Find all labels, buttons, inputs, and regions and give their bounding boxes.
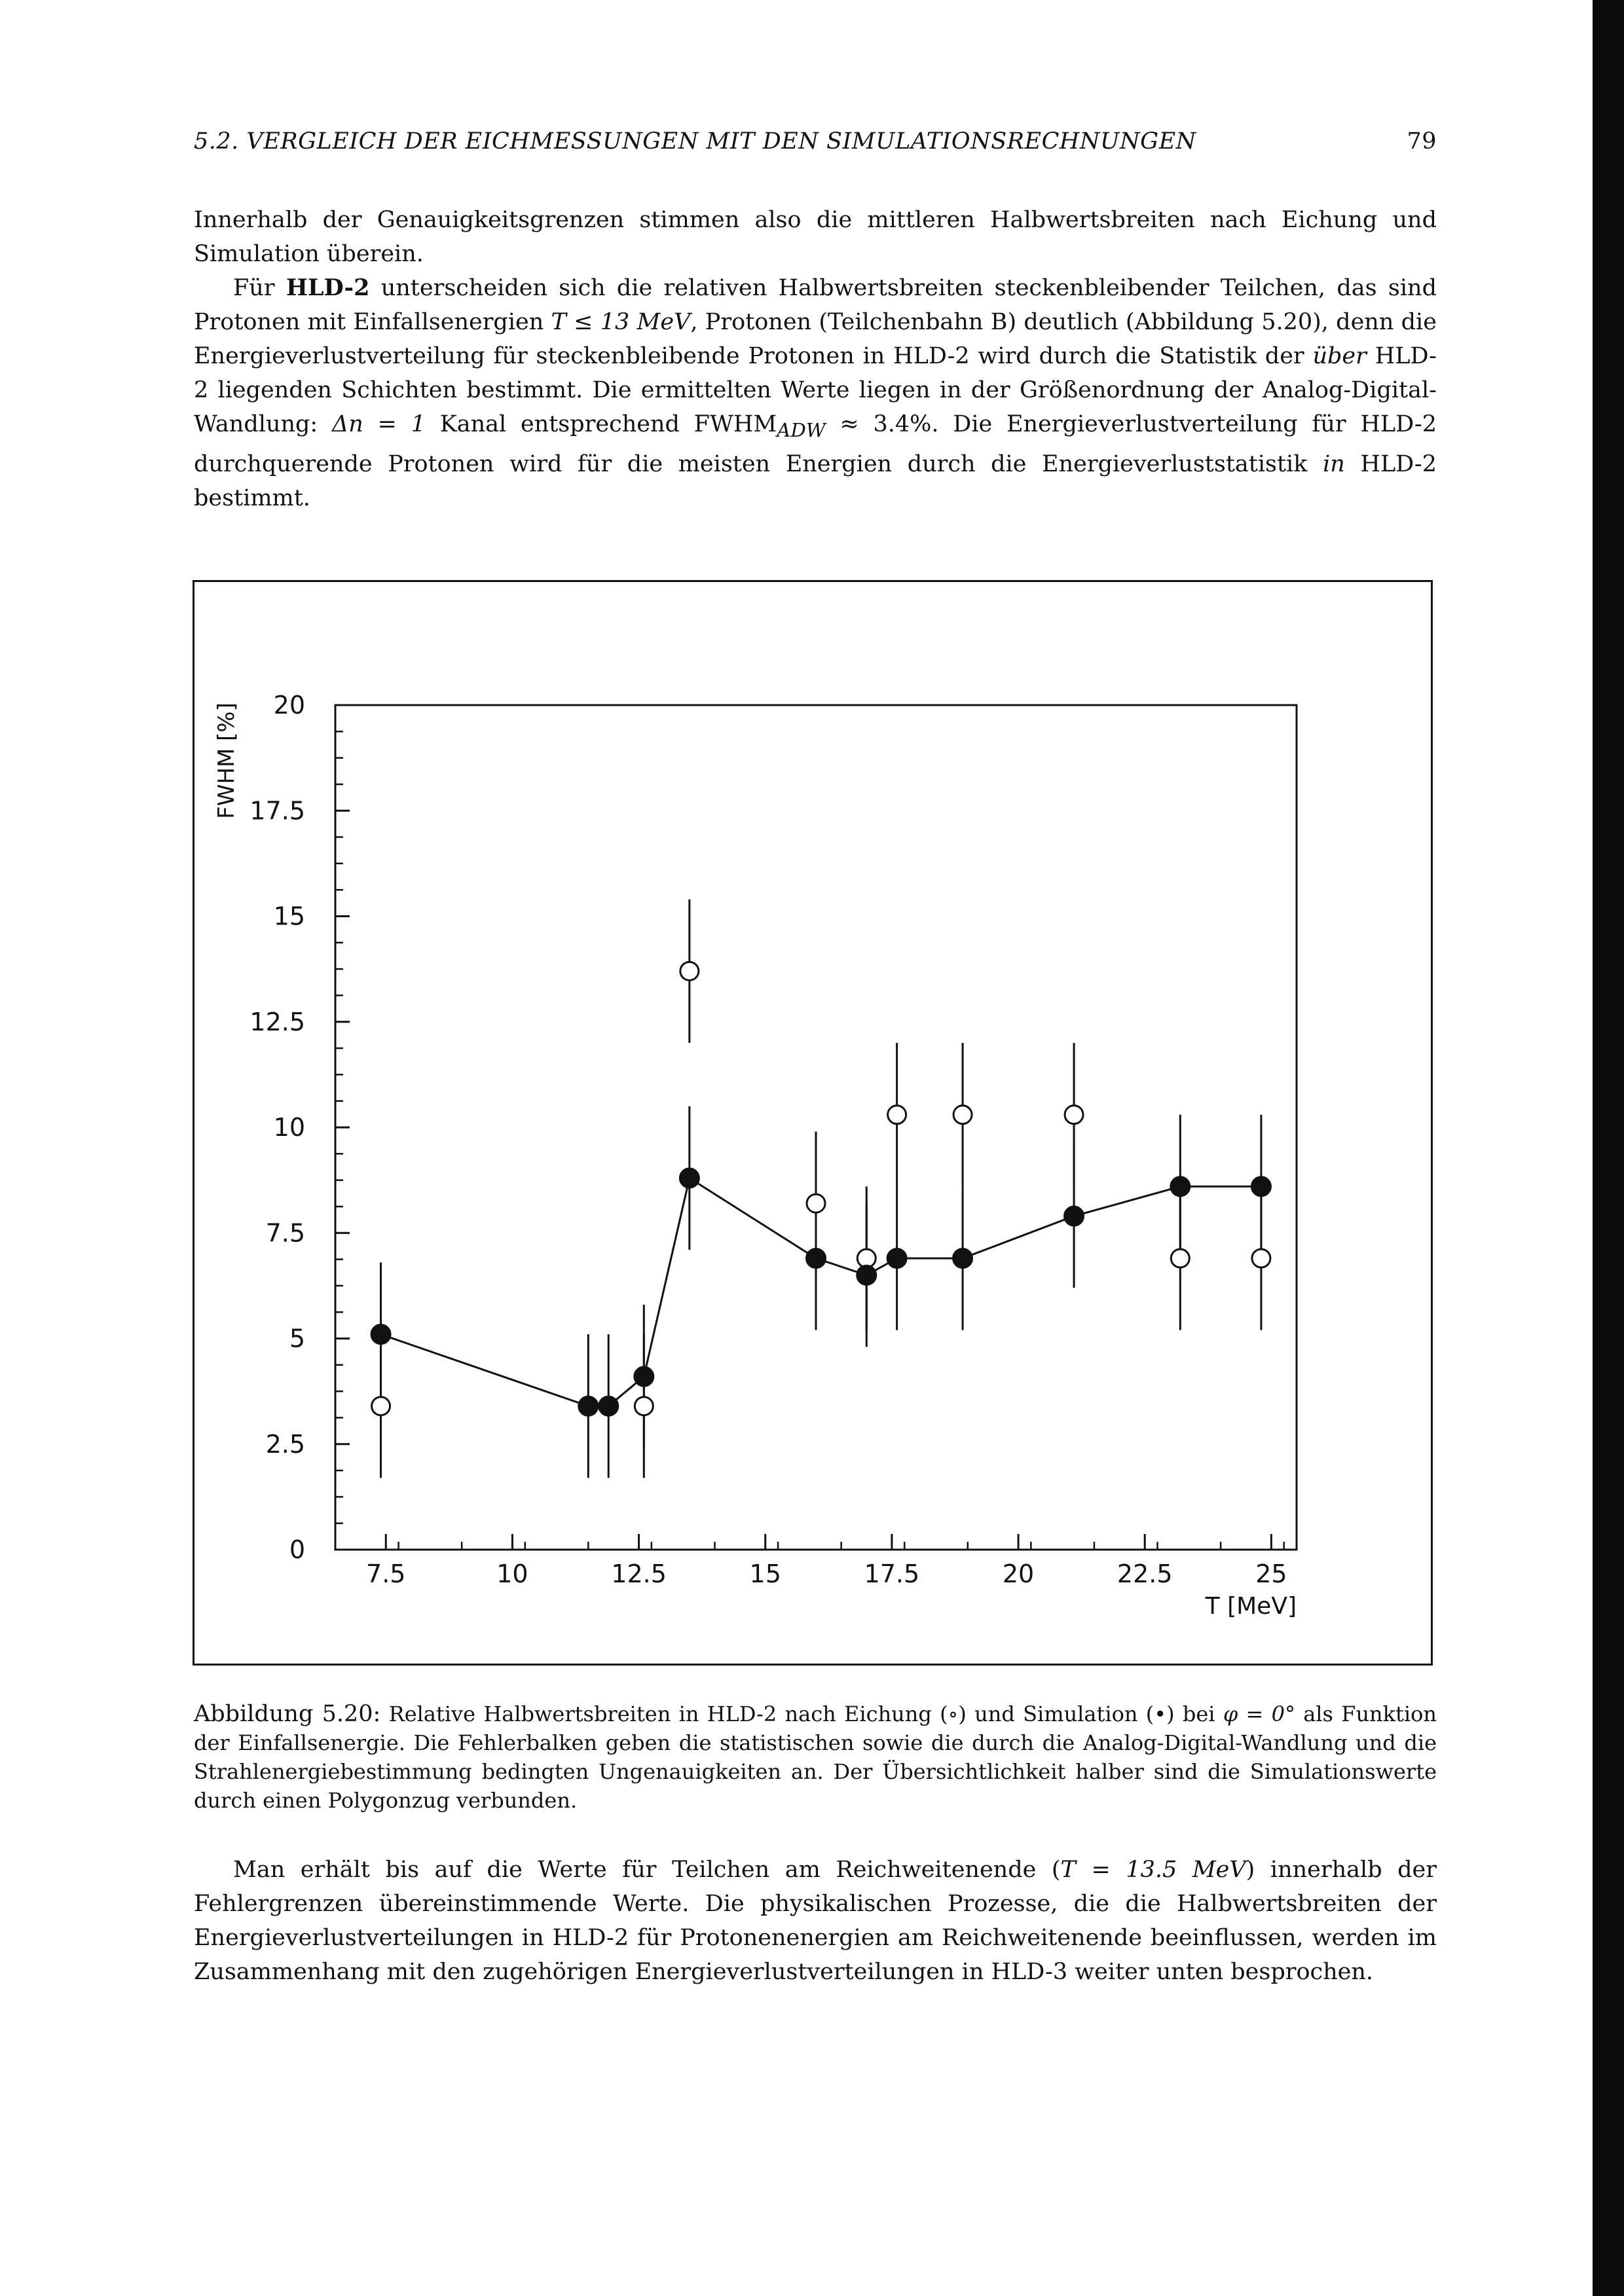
y-tick-label: 12.5 — [249, 1007, 305, 1036]
y-tick-label: 10 — [273, 1113, 305, 1142]
plot-frame — [335, 705, 1297, 1550]
y-tick-label: 0 — [289, 1535, 305, 1564]
calibration-point — [1065, 1106, 1083, 1124]
simulation-point — [578, 1396, 598, 1416]
fwhm-chart — [194, 582, 1431, 1664]
p2-text-g: HLD-2 liegenden Schichten bestimmt. Die ermittelten Werte liegen in der Größenordnung der Analog-Digital-Wandlung: — [194, 343, 1437, 437]
x-tick-label: 12.5 — [611, 1559, 667, 1588]
p3-text-c: ) innerhalb der Fehlergrenzen übereinstimmende Werte. Die physikalischen Prozesse, die die Halbwertsbreiten der Energieverlustverteilungen in HLD-2 für Protonenenergien am Reichweitenende beeinflussen, werden im Zusammenhang mit den zugehörigen Energieverlustverteilungen in HLD-3 weiter unten besprochen. — [194, 1857, 1437, 1985]
p3-text-a: Man erhält bis auf die Werte für Teilchen am Reichweitenende ( — [233, 1857, 1061, 1883]
x-tick-label: 10 — [496, 1559, 528, 1588]
y-tick-label: 2.5 — [265, 1429, 305, 1459]
p2-text-c: unterscheiden sich die relativen Halbwertsbreiten steckenbleibender Teilchen, das sind Protonen mit Einfallsenergien — [194, 275, 1437, 335]
p2-hld2-bold: HLD-2 — [286, 274, 370, 301]
x-tick-label: 7.5 — [366, 1559, 406, 1588]
x-tick-label: 20 — [1002, 1559, 1035, 1588]
p2-italic-ueber: über — [1312, 343, 1367, 369]
x-tick-label: 22.5 — [1116, 1559, 1173, 1588]
simulation-point — [371, 1324, 391, 1344]
caption-label: Abbildung 5.20: — [194, 1701, 381, 1727]
calibration-point — [635, 1397, 653, 1415]
calibration-point — [372, 1397, 390, 1415]
caption-math-phi: φ = 0° — [1223, 1702, 1295, 1726]
calibration-point — [807, 1194, 825, 1212]
caption-text-a: Relative Halbwertsbreiten in HLD-2 nach Eichung (∘) und Simulation (•) bei — [380, 1702, 1223, 1726]
x-axis-label: T [MeV] — [1205, 1593, 1297, 1620]
simulation-point — [599, 1396, 618, 1416]
simulation-point — [1170, 1176, 1190, 1196]
y-tick-label: 5 — [289, 1324, 305, 1353]
simulation-point — [680, 1168, 699, 1188]
calibration-point — [953, 1106, 972, 1124]
simulation-point — [806, 1248, 826, 1268]
scan-page-edge — [1593, 0, 1624, 2296]
x-tick-label: 25 — [1255, 1559, 1287, 1588]
calibration-point — [1171, 1249, 1189, 1267]
simulation-point — [634, 1367, 654, 1387]
paragraph-1: Innerhalb der Genauigkeitsgrenzen stimmen also die mittleren Halbwertsbreiten nach Eichung und Simulation überein. — [194, 207, 1437, 267]
p2-math-delta-n: Δn = 1 — [331, 411, 426, 437]
x-tick-label: 17.5 — [864, 1559, 920, 1588]
calibration-point — [680, 962, 699, 980]
simulation-point — [857, 1266, 876, 1285]
simulation-point — [1251, 1176, 1271, 1196]
simulation-point — [1064, 1206, 1084, 1226]
calibration-point — [888, 1106, 906, 1124]
p2-math-energy: T ≤ 13 MeV — [551, 309, 691, 335]
y-tick-label: 7.5 — [265, 1218, 305, 1248]
p2-text-m: HLD-2 bestimmt. — [194, 451, 1437, 511]
p2-text-i: Kanal entsprechend FWHM — [425, 411, 777, 437]
calibration-point — [1252, 1249, 1270, 1267]
p2-subscript-adw: ADW — [777, 419, 826, 441]
running-head-title: 5.2. VERGLEICH DER EICHMESSUNGEN MIT DEN SIMULATIONSRECHNUNGEN — [194, 128, 1196, 155]
y-tick-label: 17.5 — [249, 796, 305, 826]
simulation-polygon-line — [381, 1178, 1261, 1406]
p2-text-k: ≈ 3.4%. Die Energieverlustverteilung für HLD-2 durchquerende Protonen wird für die meisten Energien durch die Energieverluststatistik — [194, 411, 1437, 477]
caption-text-b: als Funktion der Einfallsenergie. Die Fehlerbalken geben die statistischen sowie die durch die Analog-Digital-Wandlung und die Strahlenergiebestimmung bedingten Ungenauigkeiten an. Der Übersichtlichkeit halber sind die Simulationswerte durch einen Polygonzug verbunden. — [194, 1702, 1437, 1813]
simulation-point — [887, 1248, 907, 1268]
figure-frame — [193, 580, 1433, 1666]
figure-caption — [194, 1700, 1437, 1815]
paragraph-2 — [194, 271, 1437, 515]
p2-italic-in: in — [1323, 451, 1345, 477]
p2-text-a: Für — [233, 275, 286, 301]
page-number: 79 — [1407, 128, 1437, 155]
p2-text-e: , Protonen (Teilchenbahn B) deutlich (Abbildung 5.20), denn die Energieverlustverteilung für steckenbleibende Protonen in HLD-2 wird durch die Statistik der — [194, 309, 1437, 369]
p3-math-energy: T = 13.5 MeV — [1060, 1857, 1246, 1883]
y-tick-label: 20 — [273, 691, 305, 720]
paragraph-3 — [194, 1853, 1437, 1989]
simulation-point — [953, 1248, 972, 1268]
y-tick-label: 15 — [273, 902, 305, 931]
y-axis-label: FWHM [%] — [213, 702, 240, 819]
running-head — [194, 128, 1437, 161]
x-tick-label: 15 — [749, 1559, 781, 1588]
